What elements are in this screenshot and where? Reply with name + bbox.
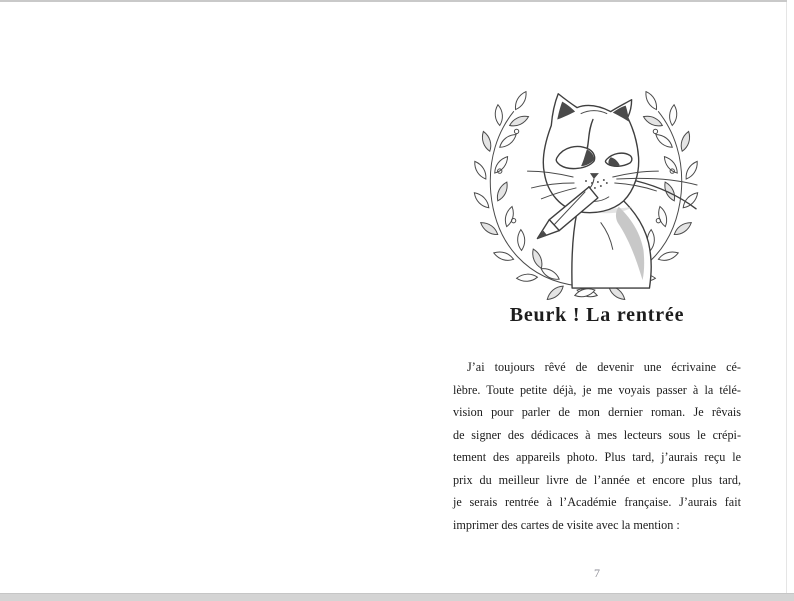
cat-laurel-illustration	[462, 62, 710, 300]
paragraph-line: prix du meilleur livre de l’année et encore plus tard,	[453, 472, 741, 487]
left-page-blank	[0, 2, 397, 593]
page-number: 7	[594, 566, 600, 580]
paragraph-line: imprimer des cartes de visite avec la mention :	[453, 517, 680, 532]
paragraph-line: je serais rentrée à l’Académie française. J’aurais fait	[453, 495, 741, 509]
paragraph-line: J’ai toujours rêvé de devenir une écrivaine cé-	[467, 360, 741, 374]
paragraph	[453, 356, 741, 536]
paragraph-line: vision pour parler de mon dernier roman. Je rêvais	[453, 405, 741, 419]
paragraph-line: lèbre. Toute petite déjà, je me voyais passer à la télé-	[453, 382, 741, 397]
paragraph-line: de signer des dédicaces à mes lecteurs sous le crépi-	[453, 427, 741, 442]
paragraph-line: tement des appareils photo. Plus tard, j’aurais reçu le	[453, 450, 741, 464]
chapter-title: Beurk ! La rentrée	[509, 304, 685, 326]
window-bottom-bar	[0, 593, 794, 601]
right-edge-line	[786, 2, 787, 593]
